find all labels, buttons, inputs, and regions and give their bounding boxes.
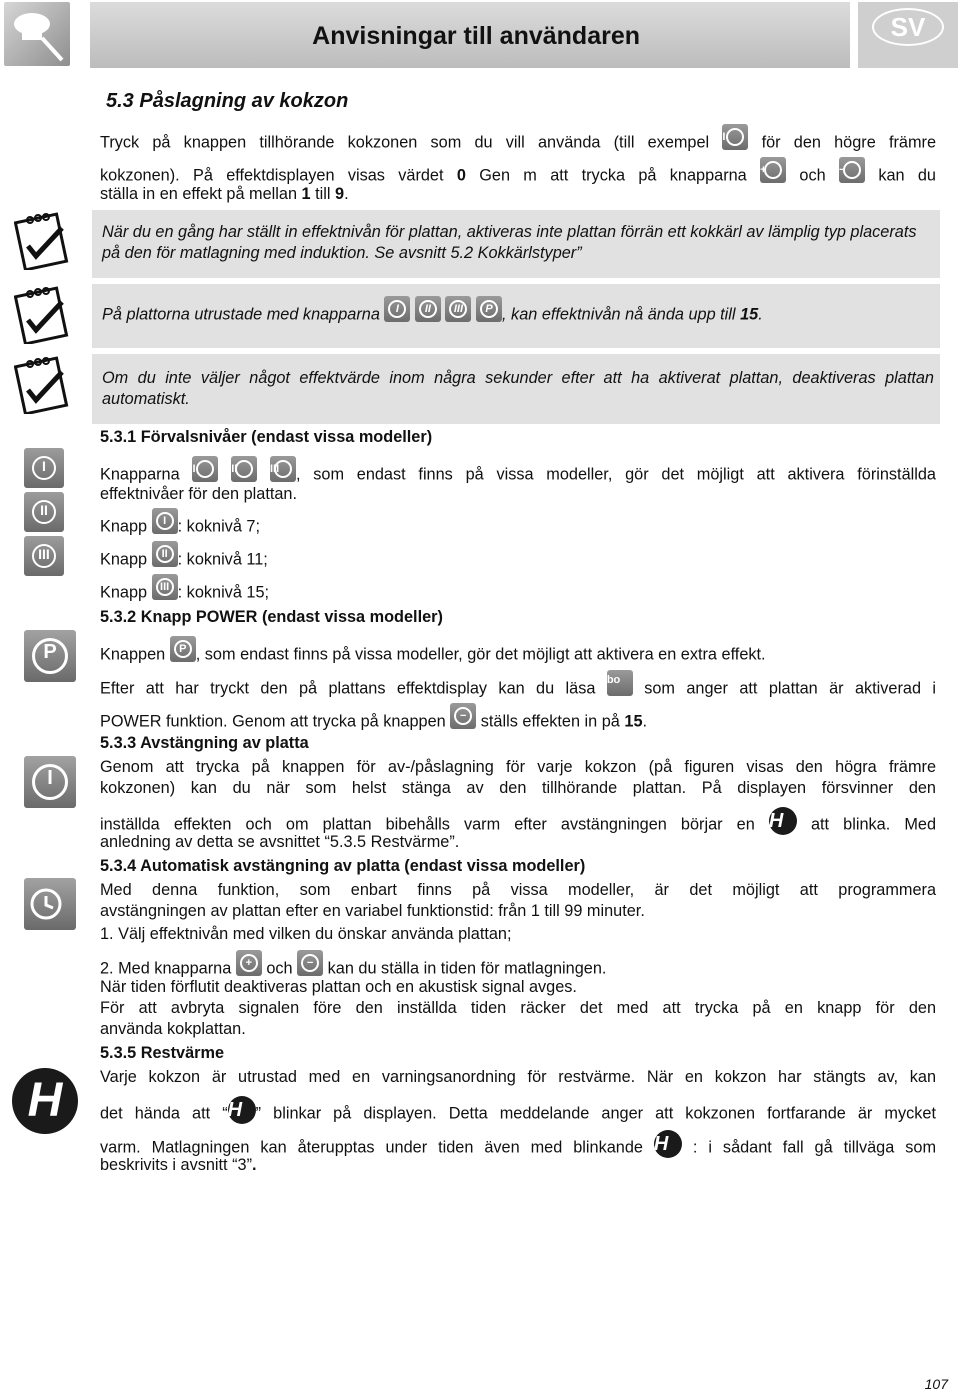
level-two-button-icon: II xyxy=(152,541,178,567)
level-two-icon: II xyxy=(24,492,64,532)
text: 0 xyxy=(456,166,466,185)
brand-logo xyxy=(4,2,70,66)
level-two-button-icon: II xyxy=(231,456,257,482)
paragraph-line xyxy=(100,130,936,156)
notepad-icon xyxy=(14,208,80,270)
on-off-button-icon: I xyxy=(722,124,748,150)
paragraph-line: avstängningen av plattan efter en variabel funktionstid: från 1 till 99 minuter. xyxy=(100,902,645,920)
paragraph-line: inställda effekten och om plattan bibehålls varm efter avstängningen börjar en H att blinka. Med xyxy=(100,811,936,839)
level-two-button-icon: II xyxy=(415,296,441,322)
level-three-button-icon: III xyxy=(152,574,178,600)
level-three-button-icon: III xyxy=(270,456,296,482)
text: Gen m att trycka på knapparna xyxy=(479,166,747,185)
note-text: När du en gång har ställt in effektnivån för plattan, aktiveras inte plattan förrän ett kokkärl av lämplig typ placerats på den för matlagning med induktion. Se avsnitt 5.2 Kokkärlstyper” xyxy=(102,223,917,262)
language-code: SV xyxy=(872,8,944,46)
paragraph-line: Knappen P , som endast finns på vissa modeller, gör det möjligt att aktivera en extra effekt. xyxy=(100,642,766,668)
residual-heat-icon: H xyxy=(12,1068,78,1134)
residual-heat-h-icon: H xyxy=(228,1096,256,1124)
note-box xyxy=(92,354,940,424)
paragraph-line: använda kokplattan. xyxy=(100,1020,246,1038)
paragraph-line: beskrivits i avsnitt “3”. xyxy=(100,1156,257,1174)
level-three-icon: III xyxy=(24,536,64,576)
subsection-title: 5.3.5 Restvärme xyxy=(100,1044,225,1062)
paragraph-line: För att avbryta signalen före den inställda tiden räcker det med att trycka på en knapp för den xyxy=(100,999,936,1017)
paragraph-line: effektnivåer för den plattan. xyxy=(100,485,298,503)
list-item: Knapp II : koknivå 11; xyxy=(100,547,268,573)
text: kokzonen). På effektdisplayen visas värdet xyxy=(100,166,444,185)
list-item: 2. Med knapparna + och − kan du ställa in tiden för matlagningen. xyxy=(100,956,606,982)
power-button-icon: P xyxy=(476,296,502,322)
level-one-icon: I xyxy=(24,448,64,488)
residual-heat-h-icon: H xyxy=(654,1130,682,1158)
level-three-button-icon: III xyxy=(445,296,471,322)
paragraph-line: POWER funktion. Genom att trycka på knappen − ställs effekten in på 15. xyxy=(100,709,647,735)
page-number: 107 xyxy=(924,1376,948,1392)
list-item: 1. Välj effektnivån med vilken du önskar använda plattan; xyxy=(100,925,512,943)
paragraph-line: kokzonen) kan du när som helst stänga av den tillhörande plattan. På displayen försvinner den xyxy=(100,779,936,797)
notepad-icon xyxy=(14,352,80,414)
minus-button-icon: − xyxy=(839,157,865,183)
chef-hat-icon xyxy=(4,2,70,66)
text: för den högre främre xyxy=(761,133,936,152)
paragraph-line: ställa in en effekt på mellan 1 till 9. xyxy=(100,185,349,203)
note-box xyxy=(92,284,940,348)
list-item: Knapp I : koknivå 7; xyxy=(100,514,260,540)
paragraph-line: varm. Matlagningen kan återupptas under tiden även med blinkande H : i sådant fall gå tillväga som xyxy=(100,1134,936,1162)
paragraph-line: Genom att trycka på knappen för av-/påslagning för varje kokzon (på figuren visas den högra främre xyxy=(100,758,936,776)
level-one-button-icon: I xyxy=(192,456,218,482)
paragraph-line: anledning av detta se avsnittet “5.3.5 Restvärme”. xyxy=(100,833,460,851)
subsection-title: 5.3.3 Avstängning av platta xyxy=(100,734,309,752)
paragraph-line: Knapparna I II III , som endast finns på vissa modeller, gör det möjligt att aktivera förinställda xyxy=(100,462,936,488)
plus-button-icon: + xyxy=(760,157,786,183)
notepad-icon xyxy=(14,282,80,344)
paragraph-line: det hända att “H ” blinkar på displayen. Detta meddelande anger att kokzonen fortfarande är mycket xyxy=(100,1100,936,1128)
language-badge xyxy=(858,2,958,68)
level-one-button-icon: I xyxy=(152,508,178,534)
bo-display-icon: bo xyxy=(607,670,633,696)
power-icon: P xyxy=(24,630,76,682)
on-off-icon: I xyxy=(24,756,76,808)
paragraph-line: Varje kokzon är utrustad med en varningsanordning för restvärme. När en kokzon har stängts av, kan xyxy=(100,1068,936,1086)
plus-button-icon: + xyxy=(236,950,262,976)
note-box xyxy=(92,210,940,278)
section-title: 5.3 Påslagning av kokzon xyxy=(106,90,349,112)
text: Tryck på knappen tillhörande kokzonen som du vill använda (till exempel xyxy=(100,133,710,152)
text: och xyxy=(799,166,826,185)
timer-icon xyxy=(24,878,76,930)
subsection-title: 5.3.1 Förvalsnivåer (endast vissa modeller) xyxy=(100,428,433,446)
note-text: På plattorna utrustade med knapparna I II III P , kan effektnivån nå ända upp till 15. xyxy=(92,284,940,328)
paragraph-line: Efter att har tryckt den på plattans effektdisplay kan du läsa bo som anger att plattan är aktiverad i xyxy=(100,676,936,702)
list-item: Knapp III : koknivå 15; xyxy=(100,580,269,606)
header-bar xyxy=(90,2,850,68)
subsection-title: 5.3.4 Automatisk avstängning av platta (endast vissa modeller) xyxy=(100,857,586,875)
minus-button-icon: − xyxy=(297,950,323,976)
level-one-button-icon: I xyxy=(384,296,410,322)
paragraph-line: När tiden förflutit deaktiveras plattan och en akustisk signal avges. xyxy=(100,978,577,996)
subsection-title: 5.3.2 Knapp POWER (endast vissa modeller) xyxy=(100,608,443,626)
paragraph-line: Med denna funktion, som enbart finns på vissa modeller, är det möjligt att programmera xyxy=(100,881,936,899)
power-button-icon: P xyxy=(170,636,196,662)
residual-heat-h-icon: H xyxy=(769,807,797,835)
page-title: Anvisningar till användaren xyxy=(312,22,640,50)
minus-button-icon: − xyxy=(450,703,476,729)
note-text: Om du inte väljer något effektvärde inom några sekunder efter att ha aktiverat plattan, deaktiveras plattan automatiskt. xyxy=(102,369,934,408)
text: kan du xyxy=(878,166,936,185)
